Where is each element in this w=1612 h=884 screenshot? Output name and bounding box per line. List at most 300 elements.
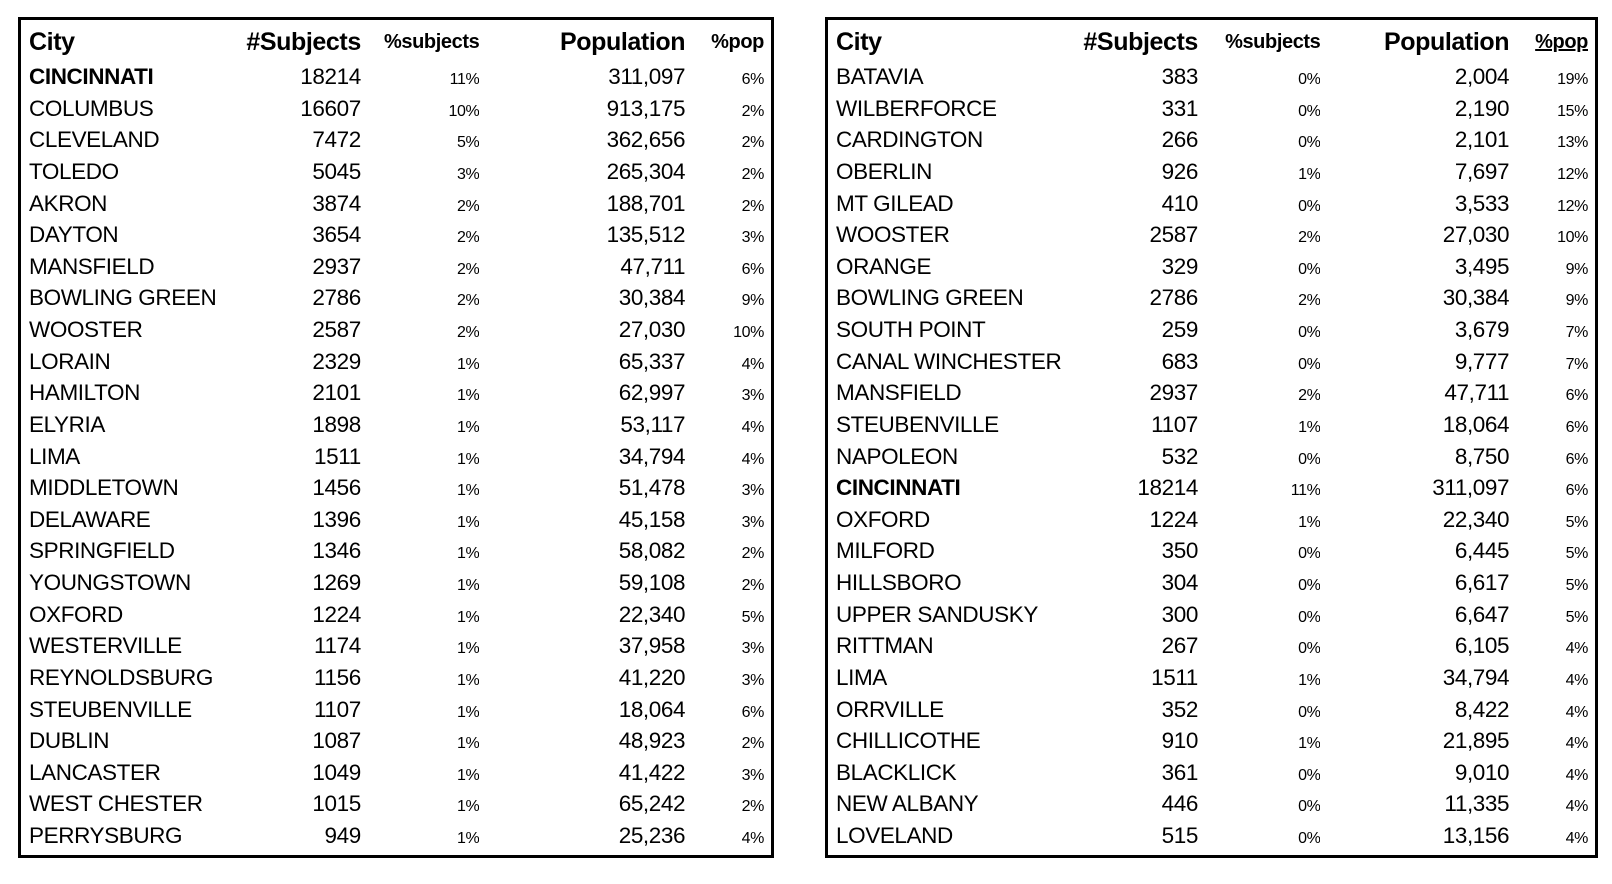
table-row: [827, 760, 1597, 792]
subjects-cell: 1511: [314, 443, 361, 469]
population-cell: 58,082: [618, 538, 686, 564]
pct-pop-cell: 6%: [741, 703, 764, 721]
pct-subjects-cell: 1%: [456, 671, 480, 689]
subjects-cell: 5045: [312, 158, 361, 184]
population-cell: 8,750: [1454, 443, 1510, 469]
city-cell: WILBERFORCE: [836, 95, 997, 121]
subjects-cell: 1049: [312, 759, 361, 785]
header-row: [827, 19, 1597, 65]
subjects-cell: 383: [1161, 64, 1198, 89]
population-cell: 9,010: [1454, 759, 1510, 785]
pct-pop-cell: 2%: [741, 735, 764, 753]
city-table-by-pct-pop: [825, 17, 1598, 858]
pct-subjects-cell: 1%: [456, 577, 480, 594]
pct-subjects-cell: 0%: [1298, 450, 1321, 468]
table-row: [20, 317, 773, 349]
table-row: [20, 444, 773, 476]
table-row: [20, 602, 773, 634]
pct-subjects-cell: 11%: [449, 71, 480, 88]
population-cell: 3,679: [1454, 317, 1510, 342]
subjects-cell: 1456: [312, 475, 361, 501]
pct-pop-cell: 5%: [1565, 608, 1588, 626]
table-row: [20, 380, 773, 412]
population-cell: 22,340: [618, 601, 686, 627]
pct-subjects-cell: 0%: [1298, 197, 1321, 215]
pct-pop-cell: 3%: [741, 229, 764, 247]
pct-pop-cell: 2%: [741, 577, 764, 594]
subjects-cell: 1269: [312, 570, 361, 595]
population-cell: 2,190: [1454, 95, 1510, 121]
population-cell: 311,097: [1432, 475, 1510, 501]
pct-pop-cell: 5%: [1565, 545, 1588, 563]
subjects-cell: 18214: [300, 64, 361, 89]
city-cell: NAPOLEON: [836, 443, 958, 469]
population-cell: 8,422: [1454, 696, 1510, 722]
city-cell: YOUNGSTOWN: [29, 570, 191, 595]
table-row: [20, 349, 773, 381]
pct-pop-cell: 19%: [1557, 71, 1588, 88]
city-cell: RITTMAN: [836, 633, 934, 659]
city-cell: TOLEDO: [29, 158, 119, 184]
table-row: [20, 570, 773, 602]
population-cell: 37,958: [618, 633, 686, 659]
subjects-cell: 1087: [312, 728, 361, 754]
city-cell: DUBLIN: [29, 728, 110, 754]
city-cell: MANSFIELD: [29, 253, 155, 279]
city-cell: BLACKLICK: [836, 759, 957, 785]
pct-subjects-cell: 2%: [456, 260, 480, 278]
pct-pop-cell: 3%: [741, 766, 764, 784]
city-cell: ELYRIA: [29, 411, 105, 437]
pct-subjects-cell: 1%: [1298, 735, 1321, 753]
subjects-cell: 1174: [314, 633, 361, 659]
subjects-cell: 1224: [1149, 506, 1198, 532]
table-row: [20, 127, 773, 159]
pct-subjects-cell: 0%: [1298, 798, 1321, 816]
pct-subjects-cell: 1%: [1298, 513, 1321, 531]
pct-subjects-cell: 1%: [1298, 418, 1321, 436]
table-row: [827, 380, 1597, 412]
pct-pop-cell: 6%: [741, 260, 764, 278]
city-cell: DELAWARE: [29, 506, 151, 532]
table-row: [827, 222, 1597, 254]
population-cell: 21,895: [1442, 728, 1510, 754]
population-cell: 53,117: [620, 411, 686, 437]
subjects-cell: 949: [324, 823, 361, 848]
population-cell: 13,156: [1442, 823, 1510, 848]
pct-pop-cell: 9%: [1565, 292, 1588, 310]
city-cell: WESTERVILLE: [29, 633, 182, 659]
table-row: [20, 475, 773, 507]
table-row: [827, 317, 1597, 349]
population-cell: 65,242: [618, 791, 686, 817]
population-cell: 18,064: [1442, 411, 1510, 437]
pct-subjects-cell: 1%: [456, 798, 480, 816]
population-cell: 18,064: [618, 696, 686, 722]
pct-pop-cell: 4%: [1565, 798, 1588, 816]
table-row: [827, 791, 1597, 823]
population-cell: 7,697: [1454, 158, 1510, 184]
city-cell: AKRON: [29, 190, 108, 216]
table-row: [827, 570, 1597, 602]
subjects-cell: 683: [1161, 348, 1198, 374]
pct-subjects-cell: 1%: [456, 387, 480, 405]
pct-pop-cell: 9%: [741, 292, 764, 310]
pct-subjects-cell: 1%: [456, 703, 480, 721]
pct-subjects-cell: 5%: [456, 134, 480, 152]
pct-subjects-cell: 1%: [456, 513, 480, 531]
pct-subjects-cell: 0%: [1298, 608, 1321, 626]
subjects-cell: 361: [1161, 759, 1198, 785]
population-cell: 6,105: [1454, 633, 1510, 659]
pct-pop-cell: 9%: [1565, 260, 1588, 278]
pct-subjects-cell: 0%: [1298, 324, 1321, 341]
population-cell: 27,030: [1442, 222, 1510, 248]
population-cell: 11,335: [1444, 791, 1510, 817]
table-row: [827, 191, 1597, 223]
population-cell: 51,478: [618, 475, 686, 501]
table-row: [827, 285, 1597, 317]
pct-subjects-cell: 1%: [456, 640, 480, 658]
subjects-cell: 910: [1161, 728, 1198, 754]
column-header-population: Population: [1383, 27, 1510, 56]
subjects-cell: 2937: [1149, 380, 1198, 406]
population-cell: 65,337: [618, 348, 686, 374]
pct-subjects-cell: 0%: [1298, 260, 1321, 278]
pct-pop-cell: 15%: [1557, 102, 1588, 120]
pct-pop-cell: 12%: [1557, 165, 1588, 183]
table-row: [827, 64, 1597, 96]
city-cell: LIMA: [29, 443, 80, 469]
pct-pop-cell: 4%: [1565, 830, 1588, 847]
subjects-cell: 926: [1161, 158, 1198, 184]
pct-pop-cell: 12%: [1557, 197, 1588, 215]
table-row: [20, 538, 773, 570]
column-header-pct-subjects: %subjects: [1225, 30, 1321, 53]
column-header-pct-pop: %pop: [1535, 30, 1588, 53]
pct-pop-cell: 4%: [1565, 735, 1588, 753]
city-table-by-subjects: [18, 17, 774, 858]
city-cell: WOOSTER: [836, 222, 950, 248]
table-row: [827, 159, 1597, 191]
table-row: [20, 507, 773, 539]
city-cell: STEUBENVILLE: [836, 411, 999, 437]
table-row: [20, 285, 773, 317]
city-cell: WEST CHESTER: [29, 791, 203, 817]
city-cell: SPRINGFIELD: [29, 538, 175, 564]
pct-subjects-cell: 0%: [1298, 102, 1321, 120]
city-cell: LORAIN: [29, 348, 111, 374]
column-header-pct-subjects: %subjects: [383, 30, 480, 53]
population-cell: 59,108: [618, 570, 686, 595]
table-row: [20, 633, 773, 665]
population-cell: 48,923: [618, 728, 686, 754]
pct-pop-cell: 4%: [1565, 671, 1588, 689]
population-cell: 265,304: [606, 158, 686, 184]
population-cell: 47,711: [620, 253, 686, 279]
subjects-cell: 532: [1161, 443, 1198, 469]
pct-subjects-cell: 0%: [1298, 830, 1321, 847]
population-cell: 9,777: [1454, 348, 1510, 374]
table-row: [827, 665, 1597, 697]
city-cell: DAYTON: [29, 222, 119, 248]
pct-pop-cell: 10%: [1557, 229, 1588, 247]
subjects-cell: 410: [1161, 190, 1198, 216]
subjects-cell: 1107: [314, 696, 361, 722]
table-row: [827, 96, 1597, 128]
pct-subjects-cell: 0%: [1298, 766, 1321, 784]
population-cell: 311,097: [608, 64, 686, 89]
column-header-subjects: #Subjects: [1083, 27, 1198, 56]
city-cell: PERRYSBURG: [29, 823, 183, 848]
pct-pop-cell: 3%: [741, 387, 764, 405]
pct-pop-cell: 5%: [741, 608, 764, 626]
pct-pop-cell: 7%: [1565, 355, 1588, 373]
pct-subjects-cell: 1%: [456, 766, 480, 784]
subjects-cell: 2786: [1149, 285, 1198, 311]
subjects-cell: 2937: [312, 253, 361, 279]
subjects-cell: 515: [1161, 823, 1198, 848]
pct-subjects-cell: 1%: [456, 545, 480, 563]
table-row: [827, 507, 1597, 539]
pct-pop-cell: 4%: [1565, 766, 1588, 784]
subjects-cell: 1224: [312, 601, 361, 627]
column-header-subjects: #Subjects: [246, 27, 361, 56]
city-cell: MIDDLETOWN: [29, 475, 179, 501]
subjects-cell: 2101: [312, 380, 361, 406]
pct-subjects-cell: 2%: [456, 292, 480, 310]
city-cell: COLUMBUS: [29, 95, 154, 121]
table-row: [827, 633, 1597, 665]
population-cell: 913,175: [606, 95, 686, 121]
population-cell: 2,004: [1454, 64, 1510, 89]
table-row: [20, 222, 773, 254]
subjects-cell: 1015: [312, 791, 361, 817]
pct-pop-cell: 2%: [741, 798, 764, 816]
pct-subjects-cell: 2%: [456, 197, 480, 215]
subjects-cell: 1156: [314, 664, 361, 690]
column-header-pct-pop: %pop: [711, 30, 764, 53]
population-cell: 41,220: [618, 664, 686, 690]
table-row: [20, 760, 773, 792]
population-cell: 62,997: [618, 380, 686, 406]
population-cell: 6,647: [1454, 601, 1510, 627]
city-cell: WOOSTER: [29, 317, 143, 342]
table-row: [20, 823, 773, 857]
pct-subjects-cell: 2%: [1298, 292, 1321, 310]
pct-subjects-cell: 2%: [456, 229, 480, 247]
city-cell: OBERLIN: [836, 158, 932, 184]
subjects-cell: 1396: [312, 506, 361, 532]
pct-pop-cell: 6%: [1565, 418, 1588, 436]
pct-pop-cell: 3%: [741, 640, 764, 658]
pct-pop-cell: 3%: [741, 513, 764, 531]
table-row: [20, 697, 773, 729]
table-row: [20, 64, 773, 96]
table-row: [20, 728, 773, 760]
table-row: [20, 791, 773, 823]
subjects-cell: 2786: [312, 285, 361, 311]
population-cell: 34,794: [1442, 664, 1510, 690]
pct-pop-cell: 4%: [741, 450, 764, 468]
subjects-cell: 300: [1161, 601, 1198, 627]
subjects-cell: 266: [1161, 127, 1198, 153]
table-row: [20, 665, 773, 697]
pct-subjects-cell: 0%: [1298, 134, 1321, 152]
subjects-cell: 352: [1161, 696, 1198, 722]
subjects-cell: 16607: [300, 95, 361, 121]
pct-pop-cell: 2%: [741, 545, 764, 563]
city-cell: LIMA: [836, 664, 887, 690]
population-cell: 135,512: [606, 222, 686, 248]
city-cell: HILLSBORO: [836, 570, 962, 595]
pct-subjects-cell: 10%: [448, 102, 480, 120]
pct-pop-cell: 4%: [741, 830, 764, 847]
table-row: [827, 823, 1597, 857]
pct-subjects-cell: 1%: [456, 418, 480, 436]
population-cell: 47,711: [1444, 380, 1510, 406]
table-row: [827, 602, 1597, 634]
pct-pop-cell: 13%: [1557, 134, 1588, 152]
table-row: [20, 254, 773, 286]
pct-pop-cell: 4%: [1565, 640, 1588, 658]
pct-subjects-cell: 1%: [1298, 671, 1321, 689]
pct-subjects-cell: 1%: [456, 355, 480, 373]
pct-subjects-cell: 0%: [1298, 640, 1321, 658]
column-header-city: City: [29, 27, 75, 56]
pct-subjects-cell: 1%: [1298, 165, 1321, 183]
subjects-cell: 329: [1161, 253, 1198, 279]
pct-pop-cell: 3%: [741, 482, 764, 500]
subjects-cell: 7472: [312, 127, 361, 153]
pct-subjects-cell: 0%: [1298, 703, 1321, 721]
table-row: [827, 538, 1597, 570]
pct-subjects-cell: 2%: [1298, 387, 1321, 405]
pct-pop-cell: 2%: [741, 134, 764, 152]
table-row: [20, 159, 773, 191]
pct-subjects-cell: 0%: [1298, 545, 1321, 563]
subjects-cell: 1346: [312, 538, 361, 564]
subjects-cell: 304: [1161, 570, 1198, 595]
population-cell: 27,030: [618, 317, 686, 342]
subjects-cell: 3654: [312, 222, 361, 248]
population-cell: 2,101: [1454, 127, 1510, 153]
pct-subjects-cell: 3%: [456, 165, 480, 183]
pct-subjects-cell: 1%: [456, 735, 480, 753]
city-cell: UPPER SANDUSKY: [836, 601, 1038, 627]
pct-subjects-cell: 1%: [456, 450, 480, 468]
pct-subjects-cell: 0%: [1298, 355, 1321, 373]
city-cell: LANCASTER: [29, 759, 161, 785]
pct-subjects-cell: 0%: [1298, 71, 1321, 88]
subjects-cell: 331: [1161, 95, 1198, 121]
table-row: [827, 444, 1597, 476]
subjects-cell: 1511: [1151, 664, 1198, 690]
population-cell: 30,384: [618, 285, 686, 311]
pct-pop-cell: 5%: [1565, 513, 1588, 531]
city-cell: LOVELAND: [836, 823, 953, 848]
table-row: [827, 254, 1597, 286]
pct-pop-cell: 4%: [741, 418, 764, 436]
pct-pop-cell: 4%: [741, 355, 764, 373]
subjects-cell: 267: [1161, 633, 1198, 659]
subjects-cell: 1898: [312, 411, 361, 437]
column-header-city: City: [836, 27, 882, 56]
subjects-cell: 18214: [1137, 475, 1198, 501]
city-cell: MT GILEAD: [836, 190, 954, 216]
pct-subjects-cell: 11%: [1290, 482, 1321, 500]
subjects-cell: 259: [1161, 317, 1198, 342]
table-row: [827, 697, 1597, 729]
city-cell: CHILLICOTHE: [836, 728, 981, 754]
population-cell: 6,445: [1454, 538, 1510, 564]
city-cell: CINCINNATI: [836, 475, 961, 501]
city-cell: REYNOLDSBURG: [29, 664, 213, 690]
header-row: [20, 19, 773, 65]
city-cell: SOUTH POINT: [836, 317, 986, 342]
pct-subjects-cell: 2%: [1298, 229, 1321, 247]
subjects-cell: 2329: [312, 348, 361, 374]
pct-pop-cell: 6%: [1565, 387, 1588, 405]
pct-pop-cell: 4%: [1565, 703, 1588, 721]
subjects-cell: 446: [1161, 791, 1198, 817]
city-cell: CLEVELAND: [29, 127, 160, 153]
city-cell: ORANGE: [836, 253, 932, 279]
subjects-cell: 2587: [312, 317, 361, 342]
subjects-cell: 2587: [1149, 222, 1198, 248]
table-row: [827, 349, 1597, 381]
pct-pop-cell: 7%: [1565, 324, 1588, 341]
population-cell: 188,701: [606, 190, 686, 216]
city-cell: ORRVILLE: [836, 696, 944, 722]
pct-pop-cell: 2%: [741, 102, 764, 120]
city-cell: MANSFIELD: [836, 380, 962, 406]
pct-subjects-cell: 1%: [456, 830, 480, 847]
pct-pop-cell: 3%: [741, 671, 764, 689]
city-cell: CANAL WINCHESTER: [836, 348, 1062, 374]
pct-pop-cell: 5%: [1565, 577, 1588, 594]
subjects-cell: 3874: [312, 190, 361, 216]
pct-subjects-cell: 2%: [456, 324, 480, 341]
population-cell: 3,533: [1454, 190, 1510, 216]
population-cell: 45,158: [618, 506, 686, 532]
pct-pop-cell: 2%: [741, 165, 764, 183]
city-cell: BOWLING GREEN: [836, 285, 1024, 311]
city-cell: HAMILTON: [29, 380, 140, 406]
table-row: [827, 127, 1597, 159]
population-cell: 362,656: [606, 127, 686, 153]
population-cell: 6,617: [1454, 570, 1510, 595]
subjects-cell: 1107: [1151, 411, 1198, 437]
table-row: [827, 475, 1597, 507]
table-row: [20, 96, 773, 128]
city-cell: OXFORD: [29, 601, 123, 627]
pct-subjects-cell: 1%: [456, 608, 480, 626]
pct-pop-cell: 6%: [1565, 482, 1588, 500]
pct-subjects-cell: 0%: [1298, 577, 1321, 594]
pct-pop-cell: 6%: [741, 71, 764, 88]
population-cell: 34,794: [618, 443, 686, 469]
population-cell: 3,495: [1454, 253, 1510, 279]
pct-pop-cell: 10%: [733, 324, 764, 341]
city-cell: CINCINNATI: [29, 64, 154, 89]
table-row: [827, 412, 1597, 444]
city-cell: CARDINGTON: [836, 127, 983, 153]
city-cell: BOWLING GREEN: [29, 285, 217, 311]
population-cell: 22,340: [1442, 506, 1510, 532]
pct-pop-cell: 6%: [1565, 450, 1588, 468]
population-cell: 41,422: [618, 759, 686, 785]
